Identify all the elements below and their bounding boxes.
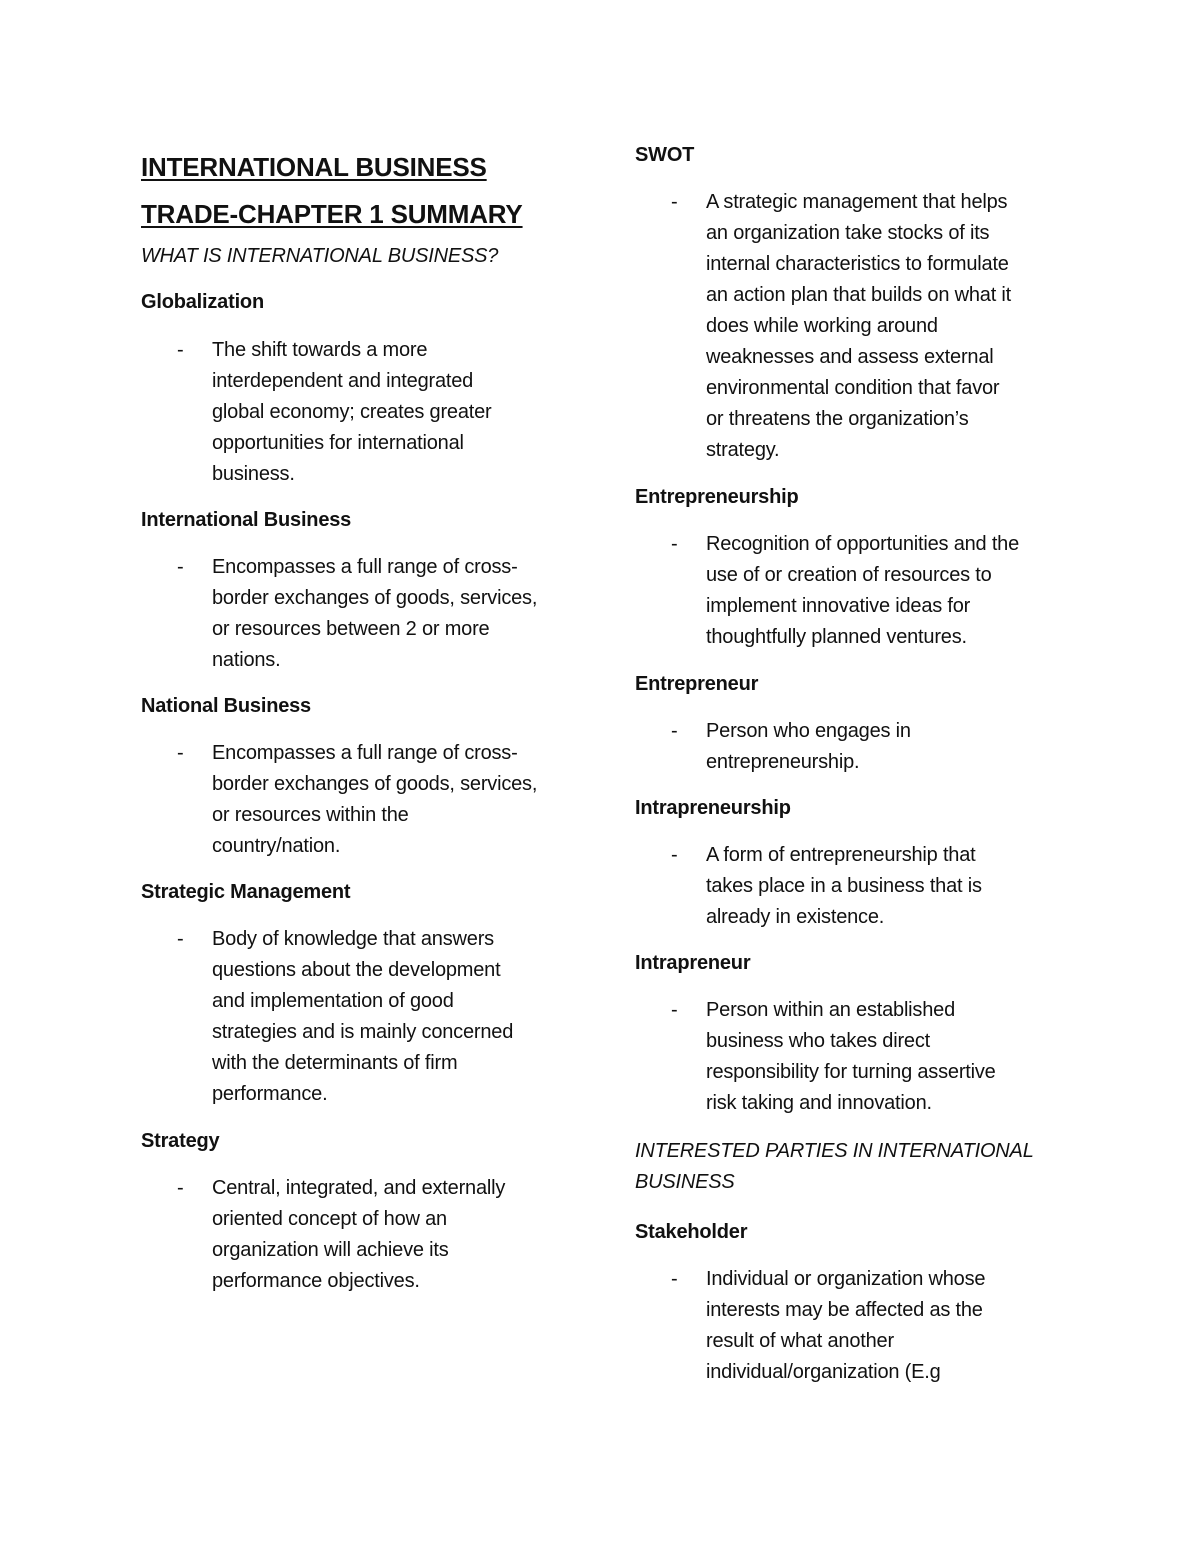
term-label: Strategy (141, 1130, 220, 1152)
definition-strategy: - Central, integrated, and externally oriented concept of how an organization will achieve its performance objectives. (141, 1173, 581, 1297)
definition-national-business: - Encompasses a full range of cross- border exchanges of goods, services, or resources within the country/nation. (141, 738, 581, 862)
dash-bullet: - (671, 533, 678, 555)
term-label: International Business (141, 509, 352, 531)
dash-bullet: - (671, 999, 678, 1021)
definition-entrepreneur: - Person who engages in entrepreneurship. (635, 716, 1075, 778)
document-title (141, 144, 523, 238)
entry-national-business (141, 691, 581, 722)
entry-intrapreneurship (635, 793, 1075, 824)
dash-bullet: - (671, 1268, 678, 1290)
term-label: Globalization (141, 291, 264, 313)
entry-globalization (141, 287, 581, 318)
entry-stakeholder (635, 1217, 1075, 1248)
entry-strategic-management (141, 877, 581, 908)
term-label: Stakeholder (635, 1221, 748, 1243)
entry-international-business (141, 505, 581, 536)
term-label: Entrepreneur (635, 673, 759, 695)
term-label: SWOT (635, 144, 695, 166)
definition-stakeholder: - Individual or organization whose interests may be affected as the result of what another individual/organization (E.g (635, 1264, 1075, 1388)
definition-intrapreneur: - Person within an established business who takes direct responsibility for turning assertive risk taking and innovation. (635, 995, 1075, 1119)
dash-bullet: - (671, 720, 678, 742)
title-line-1: INTERNATIONAL BUSINESS (141, 152, 487, 182)
dash-bullet: - (671, 191, 678, 213)
entry-strategy (141, 1126, 581, 1157)
entry-entrepreneur (635, 669, 1075, 700)
dash-bullet: - (177, 742, 184, 764)
dash-bullet: - (177, 1177, 184, 1199)
definition-international-business: - Encompasses a full range of cross- border exchanges of goods, services, or resources between 2 or more nations. (141, 552, 581, 676)
definition-swot: - A strategic management that helps an organization take stocks of its internal characteristics to formulate an action plan that builds on what it does while working around weaknesses and assess external environmental condition that favor or threatens the organization’s strategy. (635, 187, 1075, 466)
entry-entrepreneurship (635, 482, 1075, 513)
dash-bullet: - (671, 844, 678, 866)
term-label: Intrapreneur (635, 952, 751, 974)
definition-intrapreneurship: - A form of entrepreneurship that takes place in a business that is already in existence. (635, 840, 1075, 933)
entry-swot (635, 140, 1075, 171)
section-heading-interested-parties: INTERESTED PARTIES IN INTERNATIONAL BUSINESS (635, 1140, 1034, 1193)
dash-bullet: - (177, 556, 184, 578)
title-line-2: TRADE-CHAPTER 1 SUMMARY (141, 199, 523, 229)
entry-intrapreneur (635, 948, 1075, 979)
term-label: Strategic Management (141, 881, 351, 903)
term-label: Intrapreneurship (635, 797, 791, 819)
definition-strategic-management: - Body of knowledge that answers questions about the development and implementation of good strategies and is mainly concerned with the determinants of firm performance. (141, 924, 581, 1110)
term-label: National Business (141, 695, 311, 717)
definition-entrepreneurship: - Recognition of opportunities and the use of or creation of resources to implement innovative ideas for thoughtfully planned ventures. (635, 529, 1075, 653)
section-heading-what-is-ib: WHAT IS INTERNATIONAL BUSINESS? (141, 245, 499, 267)
dash-bullet: - (177, 339, 184, 361)
term-label: Entrepreneurship (635, 486, 799, 508)
dash-bullet: - (177, 928, 184, 950)
definition-globalization: - The shift towards a more interdependent and integrated global economy; creates greater opportunities for international business. (141, 335, 581, 490)
